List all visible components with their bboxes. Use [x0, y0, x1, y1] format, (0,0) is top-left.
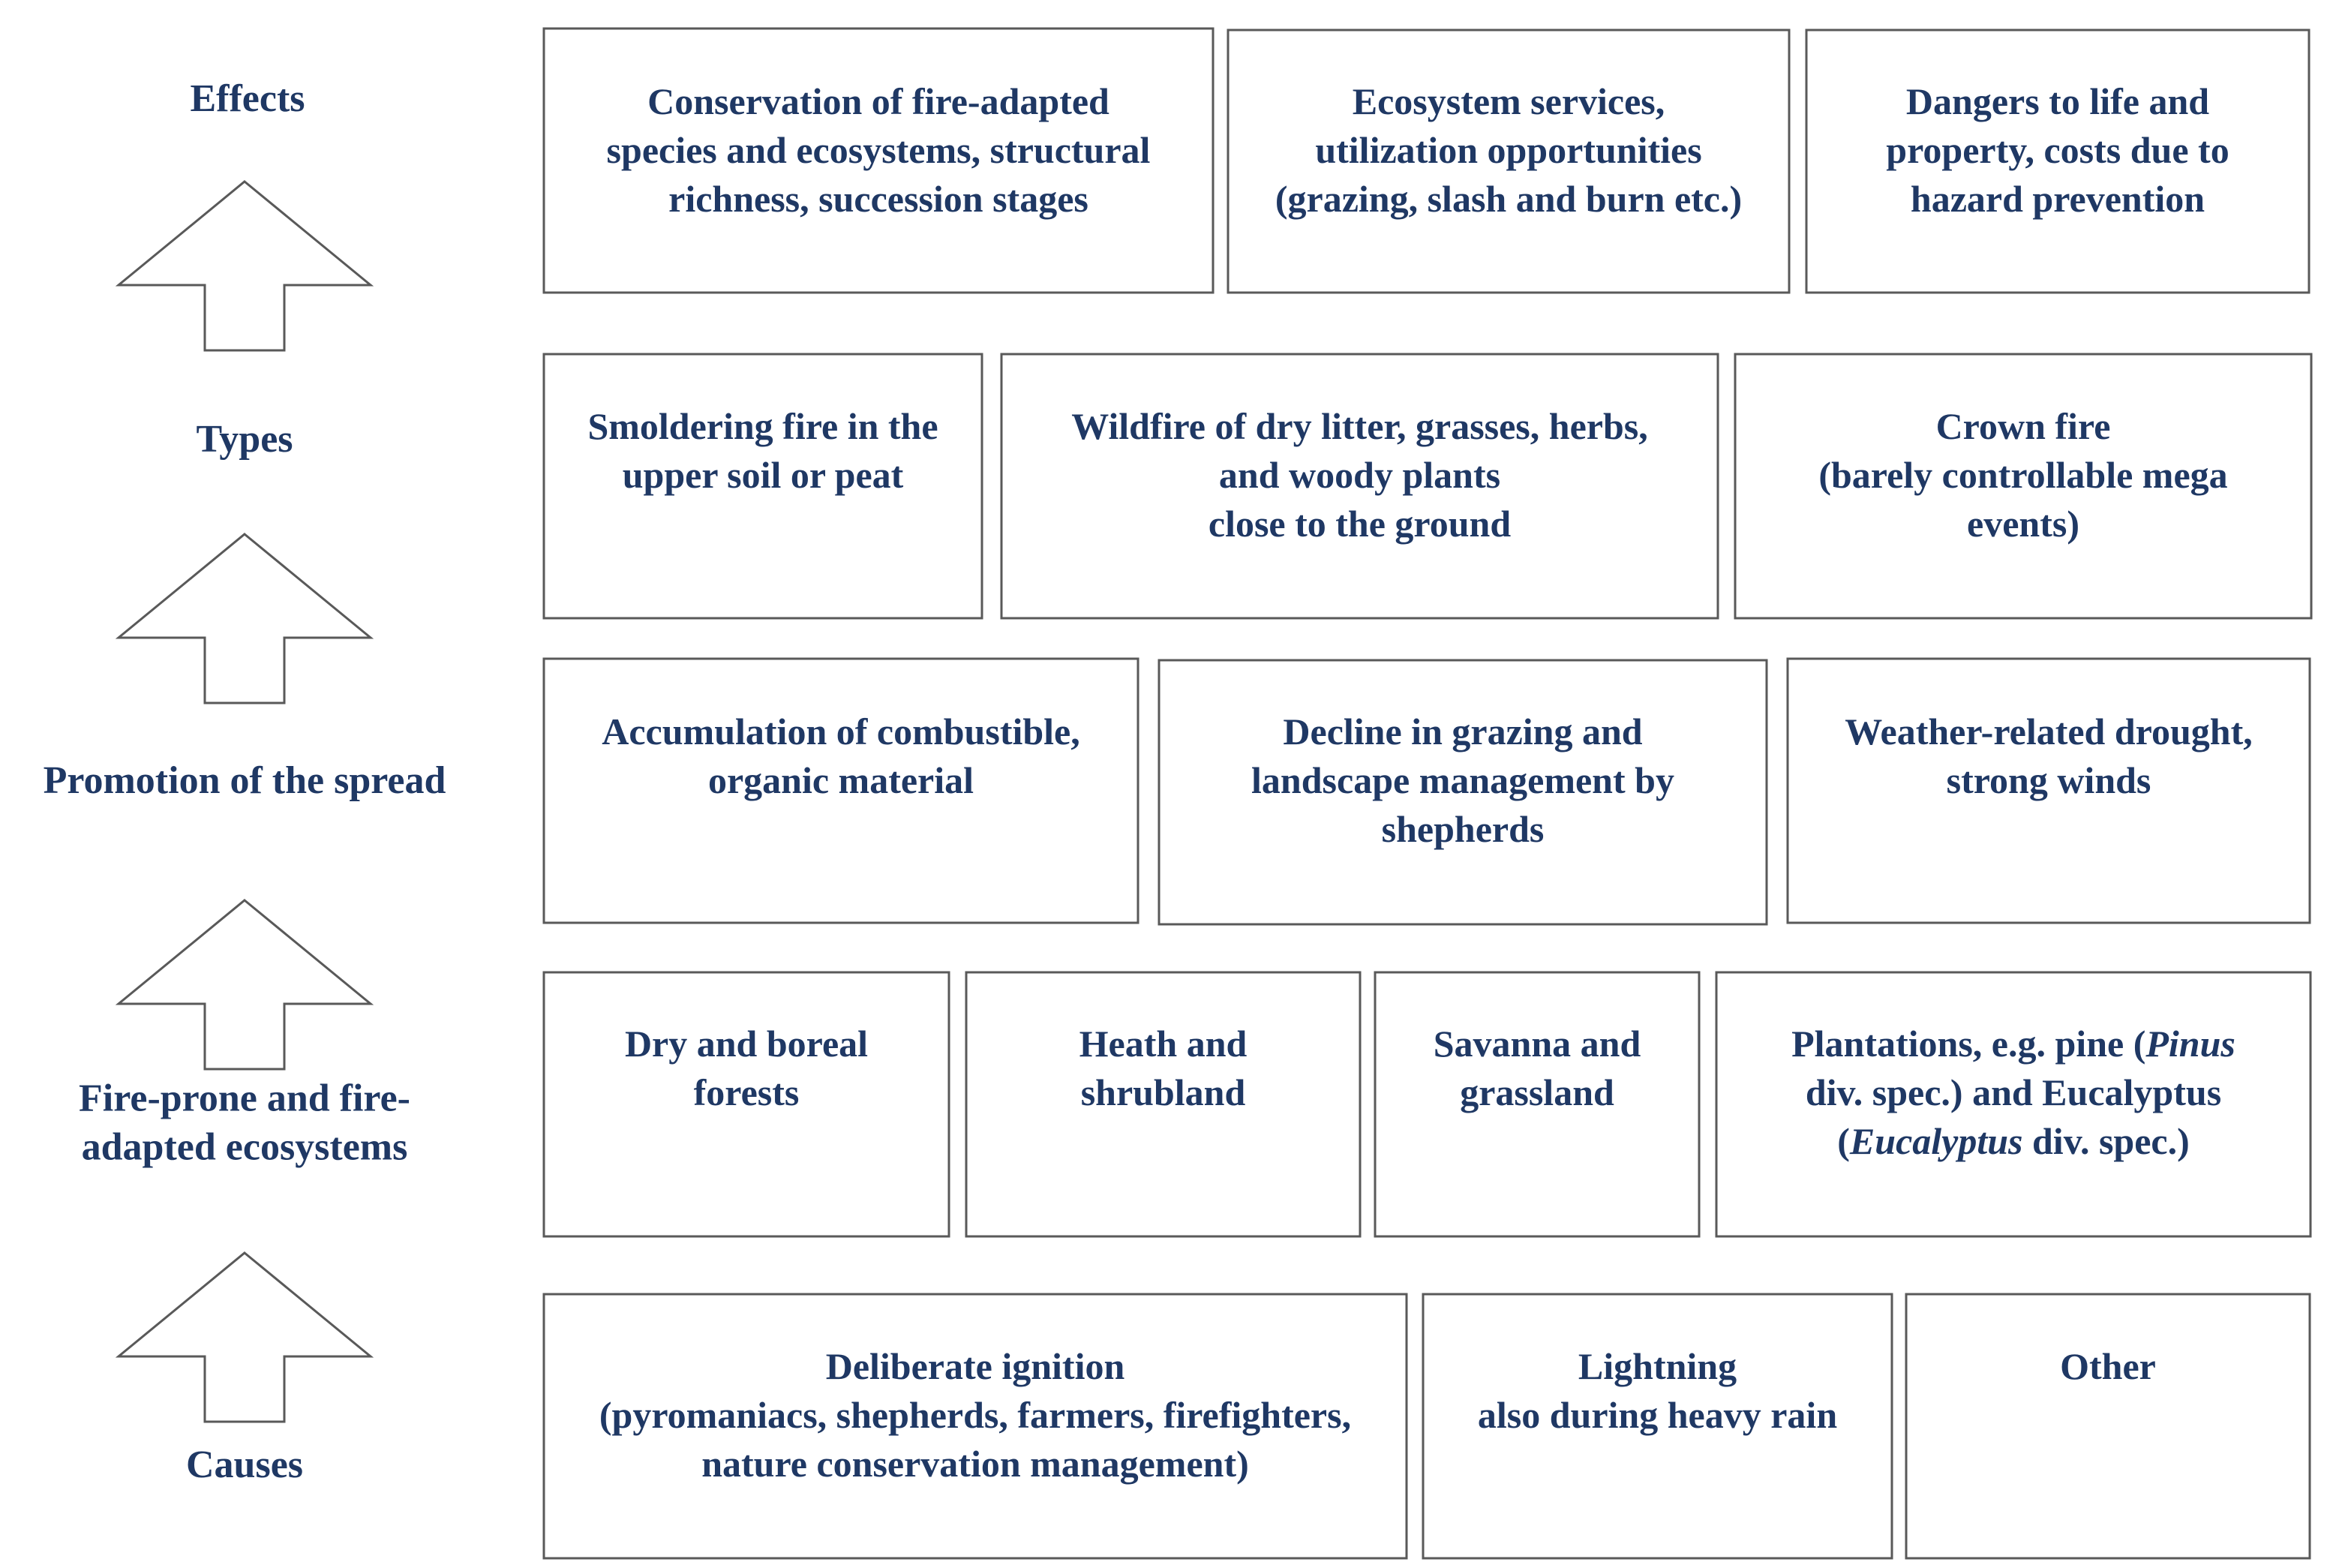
promotion-box-1-text-line: Accumulation of combustible, [602, 710, 1080, 752]
ecosystems-box-4-text-line: ( [1837, 1120, 1850, 1162]
ecosystems-box-3-text-line: grassland [1460, 1071, 1614, 1113]
types-box-1-text-line: Smoldering fire in the [587, 405, 938, 447]
ecosystems-box-4-text-line: Pinus [2145, 1023, 2235, 1065]
promotion-box-2-text-line: shepherds [1381, 808, 1545, 850]
causes-box-3 [1906, 1294, 2310, 1558]
ecosystems-box-1-text-line: forests [693, 1071, 800, 1113]
causes-box-1-text-line: Deliberate ignition [825, 1345, 1125, 1387]
types-box-2-text-line: and woody plants [1218, 454, 1501, 496]
ecosystems-box-4-text [1791, 1023, 2235, 1162]
causes-box-1-text-line: (pyromaniacs, shepherds, farmers, firefighters, [599, 1394, 1352, 1436]
effects-box-3-text-line: Dangers to life and [1905, 80, 2210, 122]
effects-box-1-text-line: species and ecosystems, structural [606, 129, 1151, 171]
ecosystems-box-3-text-line: Savanna and [1433, 1023, 1641, 1065]
up-arrow-icon [119, 1253, 371, 1422]
level-label-promotion [44, 759, 446, 802]
types-box-3-text-line: events) [1967, 503, 2079, 545]
ecosystems-box-4-text-line: div. spec.) and Eucalyptus [1805, 1071, 2222, 1113]
up-arrow-icon [119, 900, 371, 1069]
level-label-ecosystems-line: adapted ecosystems [81, 1125, 408, 1169]
effects-box-1-text-line: richness, succession stages [668, 178, 1088, 220]
effects-box-1-text-line: Conservation of fire-adapted [647, 80, 1109, 122]
promotion-box-3-text-line: strong winds [1946, 759, 2151, 801]
causes-box-2-text-line: also during heavy rain [1477, 1394, 1838, 1436]
promotion-box-1-text-line: organic material [707, 759, 974, 801]
types-box-3-text-line: Crown fire [1935, 405, 2111, 447]
level-label-promotion-line: Promotion of the spread [43, 759, 446, 802]
level-label-ecosystems [79, 1077, 410, 1169]
level-label-causes [186, 1443, 303, 1486]
types-box-3-text-line: (barely controllable mega [1818, 454, 2228, 496]
types-box-2-text-line: close to the ground [1208, 503, 1512, 545]
level-label-types [196, 418, 293, 461]
ecosystems-box-2-text-line: shrubland [1080, 1071, 1246, 1113]
effects-box-2-text-line: (grazing, slash and burn etc.) [1275, 178, 1743, 220]
up-arrow-icon [119, 534, 371, 703]
effects-box-1-text [607, 80, 1151, 220]
level-label-effects-line: Effects [190, 77, 305, 120]
effects-box-2-text-line: utilization opportunities [1315, 129, 1702, 171]
promotion-box-3-text-line: Weather-related drought, [1845, 710, 2253, 752]
level-label-types-line: Types [196, 418, 293, 461]
causes-box-1-text-line: nature conservation management) [701, 1443, 1249, 1485]
ecosystems-box-4-text-line: div. spec.) [2022, 1120, 2190, 1162]
up-arrow-icon [119, 182, 371, 350]
types-box-2-text-line: Wildfire of dry litter, grasses, herbs, [1071, 405, 1648, 447]
causes-box-2-text-line: Lightning [1578, 1345, 1737, 1387]
ecosystems-box-4-text-line: Plantations, e.g. pine ( [1791, 1023, 2146, 1065]
effects-box-2-text-line: Ecosystem services, [1352, 80, 1665, 122]
ecosystems-box-4-text-line: Eucalyptus [1849, 1120, 2023, 1162]
effects-box-3-text [1886, 80, 2229, 220]
ecosystems-box-1-text-line: Dry and boreal [624, 1023, 869, 1065]
types-box-1-text-line: upper soil or peat [622, 454, 904, 496]
ecosystems-box-2-text-line: Heath and [1079, 1023, 1248, 1065]
promotion-box-2-text-line: Decline in grazing and [1283, 710, 1643, 752]
level-label-ecosystems-line: Fire-prone and fire- [79, 1077, 410, 1120]
causes-box-3-text-line: Other [2060, 1345, 2156, 1387]
level-label-causes-line: Causes [185, 1443, 304, 1486]
promotion-box-2-text-line: landscape management by [1251, 759, 1674, 801]
causes-box-3-text [2060, 1345, 2156, 1387]
level-label-effects [190, 77, 305, 120]
effects-box-3-text-line: property, costs due to [1886, 129, 2229, 171]
effects-box-3-text-line: hazard prevention [1910, 178, 2205, 220]
